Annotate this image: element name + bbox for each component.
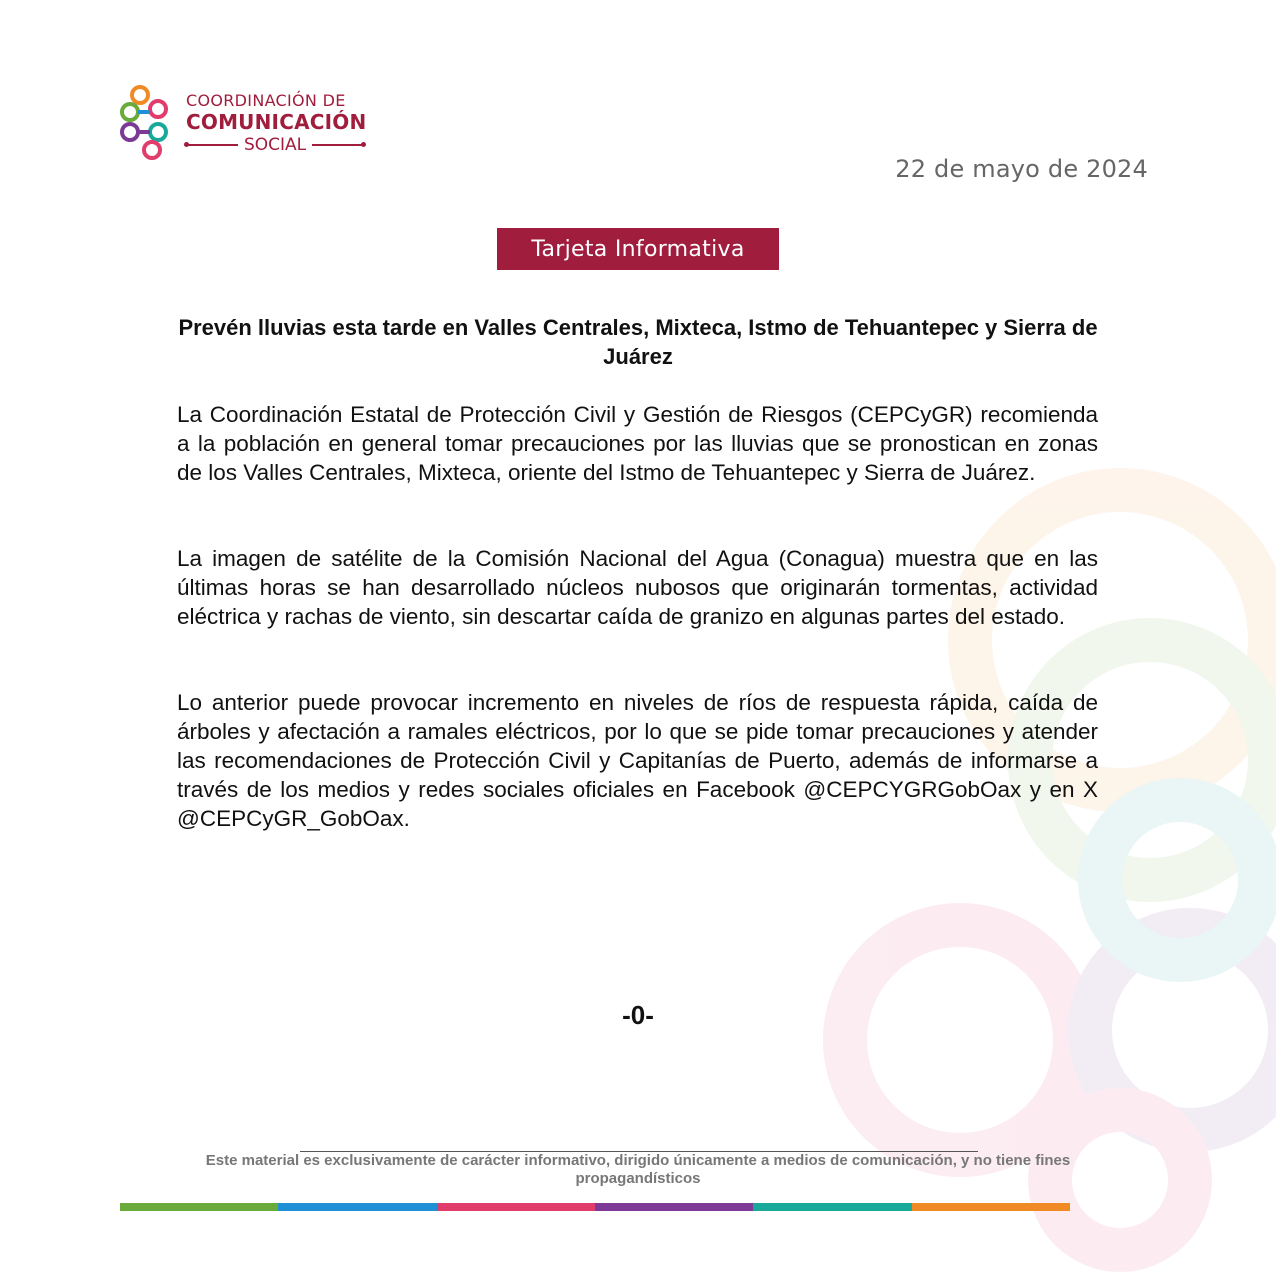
paragraph-3: Lo anterior puede provocar incremento en niveles de ríos de respuesta rápida, caída de árboles y afectación a ramales eléctricos, por lo que se pide tomar precauciones y atender las recomendaciones de Protección Civil y Capitanías de Puerto, además de informarse a través de los medios y redes sociales oficiales en Facebook @CEPCYGRGobOax y en X @CEPCyGR_GobOax. (177, 690, 1098, 831)
headline: Prevén lluvias esta tarde en Valles Centrales, Mixteca, Istmo de Tehuantepec y Sierra de Juárez (178, 315, 1098, 369)
color-stripes (120, 1203, 1070, 1211)
stripe-teal (753, 1203, 911, 1211)
stripe-blue (278, 1203, 436, 1211)
logo-bar-left (186, 144, 238, 146)
stripe-pink (437, 1203, 595, 1211)
paragraph-1: La Coordinación Estatal de Protección Civil y Gestión de Riesgos (CEPCyGR) recomienda a la población en general tomar precauciones por las lluvias que se pronostican en zonas de los Valles Centrales, Mixteca, oriente del Istmo de Tehuantepec y Sierra de Juárez. (177, 402, 1098, 485)
logo-line-1: COORDINACIÓN DE (186, 91, 346, 110)
logo-line-3-text: SOCIAL (244, 135, 307, 155)
stripe-purple (595, 1203, 753, 1211)
end-mark: -0- (622, 1000, 654, 1030)
logo-line-2: COMUNICACIÓN (186, 110, 367, 134)
disclaimer: Este material es exclusivamente de carácter informativo, dirigido únicamente a medios de comunicación, y no tiene fines propagandísticos (205, 1152, 1071, 1187)
logo-line-3 (186, 135, 366, 155)
stripe-orange (912, 1203, 1070, 1211)
coordinacion-logo (118, 84, 398, 164)
stripe-green (120, 1203, 278, 1211)
paragraph-2: La imagen de satélite de la Comisión Nacional del Agua (Conagua) muestra que en las últimas horas se han desarrollado núcleos nubosos que originarán tormentas, actividad eléctrica y rachas de viento, sin descartar caída de granizo en algunas partes del estado. (177, 546, 1098, 629)
tarjeta-badge: Tarjeta Informativa (497, 228, 779, 270)
logo-knot-icon (118, 84, 176, 162)
logo-bar-right (312, 144, 364, 146)
document-date: 22 de mayo de 2024 (895, 155, 1148, 183)
